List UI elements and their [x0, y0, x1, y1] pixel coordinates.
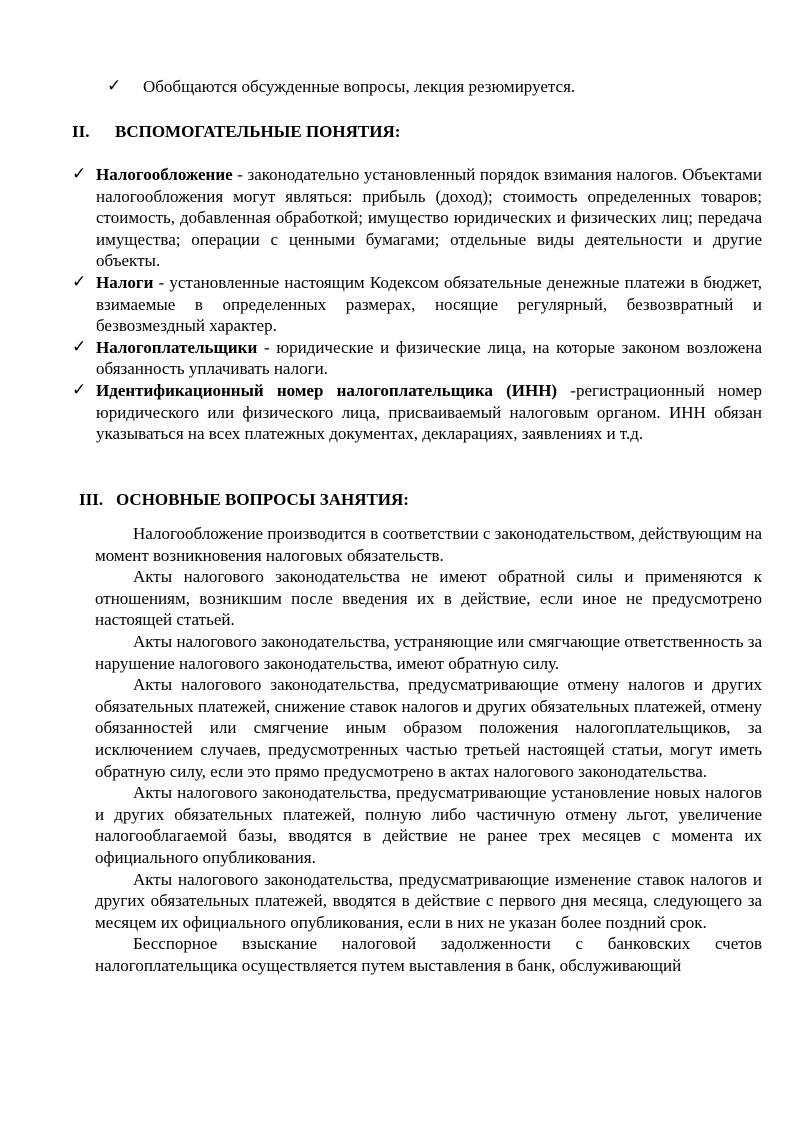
section-title: ВСПОМОГАТЕЛЬНЫЕ ПОНЯТИЯ: — [115, 122, 401, 141]
definition-text: -регистрационный номер юридического или физического лица, присваиваемый налоговым органом. ИНН обязан указываться на всех платежных документах, декларациях, заявлениях и т.д. — [96, 380, 762, 444]
section-number: II. — [72, 122, 90, 141]
body-paragraph: Акты налогового законодательства, устраняющие или смягчающие ответственность за нарушение налогового законодательства, имеют обратную силу. — [95, 631, 762, 673]
body-paragraph: Бесспорное взыскание налоговой задолженности с банковских счетов налогоплательщика осуществляется путем выставления в банк, обслуживающий — [95, 934, 762, 975]
definition-item — [72, 337, 762, 380]
check-icon: ✓ — [72, 164, 87, 184]
definition-text: - законодательно установленный порядок взимания налогов. Объектами налогообложения могут являться: прибыль (доход); стоимость определенных товаров; стоимость, добавленная обработкой; имущество юридических и физических лиц; передача имущества; операции с ценными бумагами; отдельные виды деятельности и другие объекты. — [96, 165, 762, 271]
definition-term: Налоги — [96, 272, 154, 292]
section-heading-main-questions — [79, 489, 409, 511]
body-paragraph: Налогообложение производится в соответствии с законодательством, действующим на момент возникновения налоговых обязательств. — [95, 524, 762, 565]
body-paragraph: Акты налогового законодательства, предусматривающие установление новых налогов и других обязательных платежей, полную либо частичную отмену льгот, увеличение налогооблагаемой базы, вводятся в действие не ранее трех месяцев с момента их официального опубликования. — [95, 783, 762, 867]
check-icon: ✓ — [72, 271, 87, 292]
definition-text: - установленные настоящим Кодексом обязательные денежные платежи в бюджет, взимаемые в определенных размерах, носящие регулярный, безвозвратный и безвозмездный характер. — [96, 272, 762, 336]
main-body-text — [95, 523, 762, 976]
intro-item-text: Обобщаются обсужденные вопросы, лекция резюмируется. — [143, 77, 576, 96]
body-paragraph: Акты налогового законодательства не имеют обратной силы и применяются к отношениям, возникшим после введения их в действие, если иное не предусмотрено настоящей статьей. — [95, 567, 762, 630]
definition-term: Идентификационный номер налогоплательщика (ИНН) — [96, 380, 558, 400]
definition-term: Налогообложение — [96, 165, 233, 184]
definitions-list — [72, 164, 762, 445]
check-icon: ✓ — [72, 336, 87, 357]
definition-text: - юридические и физические лица, на которые законом возложена обязанность уплачивать налоги. — [96, 337, 762, 379]
definition-item — [72, 164, 762, 272]
check-icon: ✓ — [72, 379, 87, 400]
definition-item — [72, 272, 762, 337]
check-icon: ✓ — [107, 76, 122, 96]
section-number: III. — [79, 490, 104, 509]
section-title: ОСНОВНЫЕ ВОПРОСЫ ЗАНЯТИЯ: — [116, 490, 409, 509]
body-paragraph: Акты налогового законодательства, предусматривающие изменение ставок налогов и других обязательных платежей, вводятся в действие с первого дня месяца, следующего за месяцем их официального опубликования, если в них не указан более поздний срок. — [95, 869, 762, 932]
definition-term: Налогоплательщики — [96, 337, 258, 357]
body-paragraph: Акты налогового законодательства, предусматривающие отмену налогов и других обязательных платежей, снижение ставок налогов и других обязательных платежей, отмену обязанностей или смягчение иным образом положения налогоплательщиков, за исключением случаев, предусмотренных частью третьей настоящей статьи, могут иметь обратную силу, если это прямо предусмотрено в актах налогового законодательства. — [95, 675, 762, 781]
definition-item — [72, 380, 762, 445]
section-heading-auxiliary-concepts — [72, 121, 400, 143]
